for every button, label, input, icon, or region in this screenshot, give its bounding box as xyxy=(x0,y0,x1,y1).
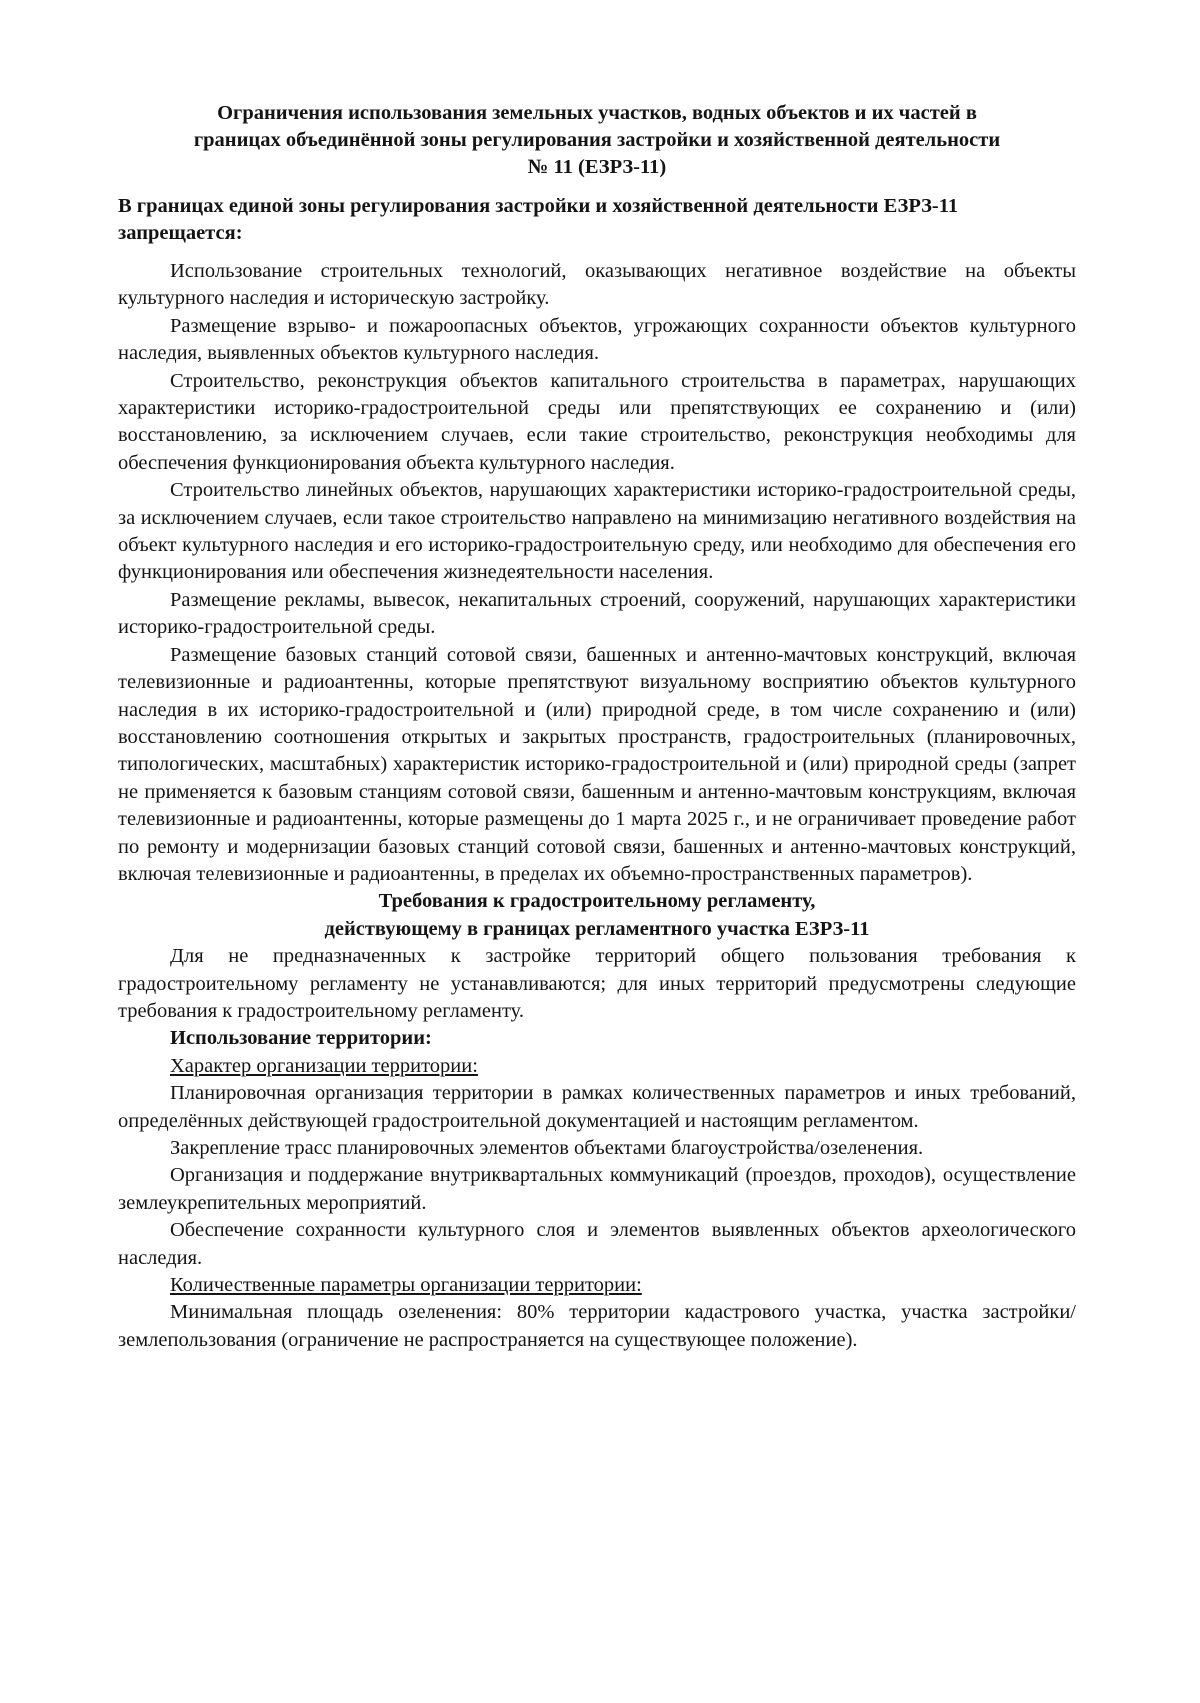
requirements-heading-line: Требования к градостроительному регламенту, xyxy=(378,890,816,913)
quantitative-paragraph: Минимальная площадь озеленения: 80% территории кадастрового участка, участка застройки/землепользования (ограничение не распространяется на существующее положение). xyxy=(118,1301,1076,1351)
title-line: границах объединённой зоны регулирования застройки и хозяйственной деятельности xyxy=(193,129,1001,151)
title-line: № 11 (ЕЗРЗ-11) xyxy=(527,156,667,178)
prohibition-paragraph: Использование строительных технологий, оказывающих негативное воздействие на объекты культурного наследия и историческую застройку. xyxy=(118,260,1076,310)
quantitative-label-text: Количественные параметры организации территории: xyxy=(170,1274,642,1297)
organization-paragraph: Обеспечение сохранности культурного слоя и элементов выявленных объектов археологического наследия. xyxy=(118,1219,1076,1269)
requirements-heading-line: действующему в границах регламентного участка ЕЗРЗ-11 xyxy=(324,917,870,940)
prohibition-paragraph: Строительство линейных объектов, нарушающих характеристики историко-градостроительной среды, за исключением случаев, если такое строительство направлено на минимизацию негативного воздействия на объект культурного наследия и его историко-градостроительную среду, или необходимо для обеспечения его функционирования или обеспечения жизнедеятельности населения. xyxy=(118,479,1076,584)
organization-paragraph: Организация и поддержание внутриквартальных коммуникаций (проездов, проходов), осуществление землеукрепительных мероприятий. xyxy=(118,1164,1076,1214)
organization-list xyxy=(118,1080,1076,1272)
organization-character-label xyxy=(118,1053,1076,1080)
prohibition-paragraph: Строительство, реконструкция объектов капитального строительства в параметрах, нарушающих характеристики историко-градостроительной среды или препятствующих ее сохранению и (или) восстановлению, за исключением случаев, если такие строительство, реконструкция необходимы для обеспечения функционирования объекта культурного наследия. xyxy=(118,369,1076,474)
title-line: Ограничения использования земельных участков, водных объектов и их частей в xyxy=(217,102,977,124)
document-page xyxy=(118,100,1076,1354)
prohibition-paragraph: Размещение рекламы, вывесок, некапитальных строений, сооружений, нарушающих характеристики историко-градостроительной среды. xyxy=(118,588,1076,639)
document-title xyxy=(118,100,1076,181)
prohibitions-list xyxy=(118,258,1076,888)
organization-paragraph: Закрепление трасс планировочных элементов объектами благоустройства/озеленения. xyxy=(170,1137,924,1159)
prohibition-paragraph: Размещение взрыво- и пожароопасных объектов, угрожающих сохранности объектов культурного наследия, выявленных объектов культурного наследия. xyxy=(118,314,1076,365)
organization-paragraph: Планировочная организация территории в рамках количественных параметров и иных требований, определённых действующей градостроительной документацией и настоящим регламентом. xyxy=(118,1082,1076,1132)
requirements-heading xyxy=(118,888,1076,943)
quantitative-list xyxy=(118,1299,1076,1354)
zone-heading: В границах единой зоны регулирования застройки и хозяйственной деятельности ЕЗРЗ-11 запрещается: xyxy=(118,195,959,244)
territory-use-label: Использование территории: xyxy=(170,1027,432,1050)
requirements-intro: Для не предназначенных к застройке территорий общего пользования требования к градостроительному регламенту не устанавливаются; для иных территорий предусмотрены следующие требования к градостроительному регламенту. xyxy=(118,945,1076,1022)
quantitative-label xyxy=(118,1272,1076,1299)
prohibition-paragraph: Размещение базовых станций сотовой связи, башенных и антенно-мачтовых конструкций, включая телевизионные и радиоантенны, которые препятствуют визуальному восприятию объектов культурного наследия в их историко-градостроительной и (или) природной среде, в том числе сохранению и (или) восстановлению соотношения открытых и закрытых пространств, градостроительных (планировочных, типологических, масштабных) характеристик историко-градостроительной и (или) природной среды (запрет не применяется к базовым станциям сотовой связи, башенным и антенно-мачтовым конструкциям, включая телевизионные и радиоантенны, которые размещены до 1 марта 2025 г., и не ограничивает проведение работ по ремонту и модернизации базовых станций сотовой связи, башенных и антенно-мачтовых конструкций, включая телевизионные и радиоантенны, в пределах их объемно-пространственных параметров). xyxy=(118,643,1076,885)
organization-character-text: Характер организации территории: xyxy=(170,1054,478,1077)
